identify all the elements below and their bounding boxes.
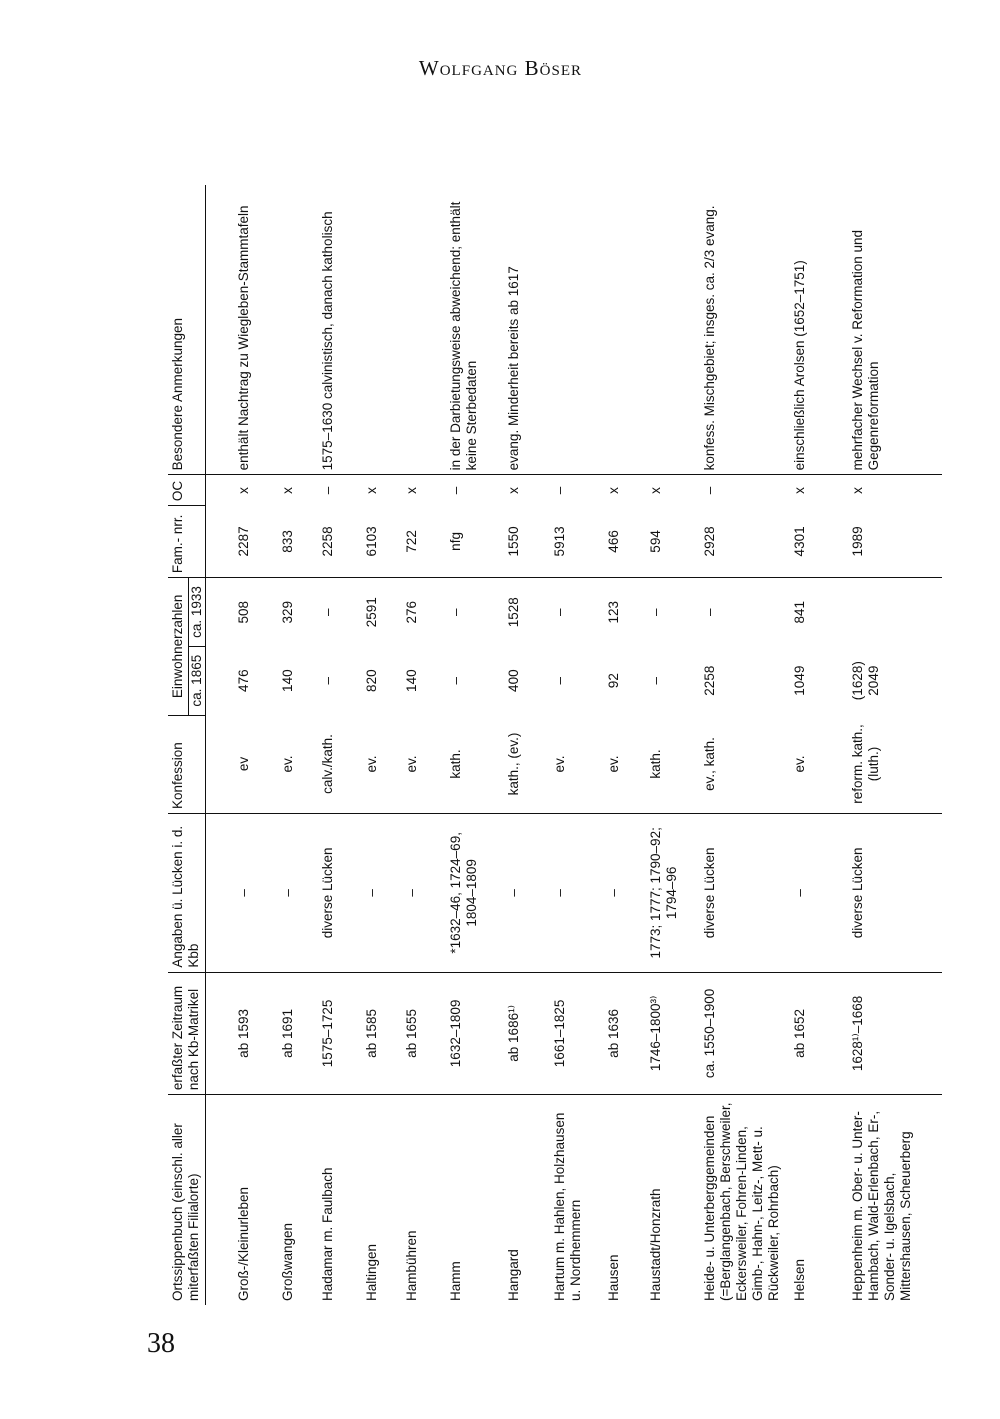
cell-oc: x bbox=[849, 487, 865, 494]
table-row bbox=[358, 185, 398, 1305]
header-fam: Fam.- nrr. bbox=[168, 506, 205, 578]
ortssippenbuch-table bbox=[168, 185, 942, 1305]
cell-e1933: 1528 bbox=[505, 597, 521, 628]
cell-ort: Heppenheim m. Ober- u. Unter-Hambach, Wald-Erlenbach, Er-, Sonder- u. Igelsbach, Mittershausen, Scheuerberg bbox=[849, 1110, 913, 1301]
cell-zeitraum: ab 1691 bbox=[274, 972, 314, 1094]
cell-oc: x bbox=[363, 487, 379, 494]
table-row bbox=[314, 185, 358, 1305]
cell-zeitraum: 1661–1825 bbox=[546, 972, 600, 1094]
cell-oc: x bbox=[235, 487, 251, 494]
cell-konfession: ev., kath. bbox=[696, 715, 786, 814]
cell-zeitraum: ab 1686¹⁾ bbox=[500, 972, 546, 1094]
cell-e1933: – bbox=[447, 608, 463, 616]
cell-konfession: ev bbox=[205, 715, 274, 814]
cell-fam: 833 bbox=[274, 506, 314, 578]
cell-fam: 722 bbox=[398, 506, 442, 578]
cell-konfession: ev. bbox=[546, 715, 600, 814]
header-konfession: Konfession bbox=[168, 715, 205, 814]
cell-anm: konfess. Mischgebiet; insges. ca. 2/3 evang. bbox=[696, 185, 786, 475]
cell-anm bbox=[398, 185, 442, 475]
cell-oc: x bbox=[605, 487, 621, 494]
cell-zeitraum: 1632–1809 bbox=[442, 972, 500, 1094]
cell-e1865: 476 bbox=[235, 669, 251, 692]
cell-luecken: – bbox=[205, 814, 274, 973]
table-row bbox=[398, 185, 442, 1305]
cell-oc: – bbox=[319, 486, 335, 495]
cell-anm bbox=[358, 185, 398, 475]
table-row bbox=[274, 185, 314, 1305]
cell-e1865: 140 bbox=[403, 669, 419, 692]
cell-e1865: 400 bbox=[505, 669, 521, 692]
cell-anm bbox=[546, 185, 600, 475]
cell-konfession: ev. bbox=[600, 715, 642, 814]
cell-e1865: 2258 bbox=[701, 665, 717, 696]
cell-ort: Groß-/Kleinurleben bbox=[235, 1186, 251, 1301]
table-row bbox=[205, 185, 274, 1305]
cell-luecken: – bbox=[546, 814, 600, 973]
cell-fam: 594 bbox=[642, 506, 696, 578]
cell-konfession: kath. bbox=[442, 715, 500, 814]
cell-oc: x bbox=[403, 487, 419, 494]
running-head: Wolfgang Böser bbox=[418, 56, 582, 80]
header-einwohner-1933: ca. 1933 bbox=[188, 586, 204, 638]
cell-ort: Helsen bbox=[791, 1258, 807, 1301]
cell-e1933: 841 bbox=[791, 600, 807, 624]
cell-zeitraum: ca. 1550–1900 bbox=[696, 972, 786, 1094]
cell-e1933: 508 bbox=[235, 600, 251, 624]
cell-e1933: 276 bbox=[403, 600, 419, 624]
cell-oc: x bbox=[791, 487, 807, 494]
table-row bbox=[442, 185, 500, 1305]
cell-luecken: diverse Lücken bbox=[314, 814, 358, 973]
cell-oc: – bbox=[447, 486, 463, 495]
cell-luecken: – bbox=[786, 814, 844, 973]
cell-fam: 2258 bbox=[314, 506, 358, 578]
cell-e1865: – bbox=[647, 676, 663, 685]
cell-zeitraum: ab 1652 bbox=[786, 972, 844, 1094]
table-row bbox=[546, 185, 600, 1305]
cell-e1933: 2591 bbox=[363, 597, 379, 628]
cell-fam: 4301 bbox=[786, 506, 844, 578]
cell-luecken: – bbox=[398, 814, 442, 973]
header-ortssippenbuch: Ortssippenbuch (einschl. aller miterfaßten Filialorte) bbox=[168, 1095, 205, 1305]
cell-ort: Heide- u. Unterberggemeinden (=Berglangenbach, Berschweiler, Eckersweiler, Fohren-Linden, Gimb-, Hahn-, Leitz-, Mett- u. Rückweiler, Rohrbach) bbox=[701, 1102, 781, 1301]
cell-anm bbox=[642, 185, 696, 475]
cell-konfession: reform. kath., (luth.) bbox=[844, 715, 942, 814]
cell-luecken: – bbox=[358, 814, 398, 973]
cell-e1865: 92 bbox=[605, 673, 621, 689]
cell-fam: 466 bbox=[600, 506, 642, 578]
cell-zeitraum: 1575–1725 bbox=[314, 972, 358, 1094]
cell-e1933: 329 bbox=[279, 600, 295, 624]
cell-anm: in der Darbietungsweise abweichend; enthält keine Sterbedaten bbox=[442, 185, 500, 475]
page-number: 38 bbox=[147, 1328, 175, 1359]
cell-anm: 1575–1630 calvinistisch, danach katholisch bbox=[314, 185, 358, 475]
cell-zeitraum: ab 1636 bbox=[600, 972, 642, 1094]
cell-ort: Hamm bbox=[447, 1261, 463, 1301]
cell-ort: Hadamar m. Faulbach bbox=[319, 1167, 335, 1301]
cell-anm bbox=[600, 185, 642, 475]
cell-anm: einschließlich Arolsen (1652–1751) bbox=[786, 185, 844, 475]
cell-luecken: *1632–46, 1724–69, 1804–1809 bbox=[442, 814, 500, 973]
cell-fam: 5913 bbox=[546, 506, 600, 578]
cell-oc: – bbox=[551, 486, 567, 495]
table-row bbox=[600, 185, 642, 1305]
cell-konfession: ev. bbox=[398, 715, 442, 814]
table-row bbox=[500, 185, 546, 1305]
table-row bbox=[642, 185, 696, 1305]
header-luecken: Angaben ü. Lücken i. d. Kbb bbox=[168, 814, 205, 973]
cell-e1933: – bbox=[647, 608, 663, 616]
cell-fam: 6103 bbox=[358, 506, 398, 578]
table-header-row bbox=[168, 185, 205, 1305]
cell-konfession: ev. bbox=[274, 715, 314, 814]
cell-luecken: – bbox=[500, 814, 546, 973]
cell-e1865: 1049 bbox=[791, 665, 807, 696]
cell-ort: Hambühren bbox=[403, 1230, 419, 1301]
cell-zeitraum: 1628¹⁾–1668 bbox=[844, 972, 942, 1094]
cell-anm: enthält Nachtrag zu Wiegleben-Stammtafeln bbox=[205, 185, 274, 475]
cell-e1865: 140 bbox=[279, 669, 295, 692]
cell-oc: – bbox=[701, 486, 717, 495]
cell-luecken: – bbox=[600, 814, 642, 973]
cell-anm: mehrfacher Wechsel v. Reformation und Gegenreformation bbox=[844, 185, 942, 475]
table-row bbox=[696, 185, 786, 1305]
cell-konfession: calv./kath. bbox=[314, 715, 358, 814]
cell-luecken: – bbox=[274, 814, 314, 973]
cell-fam: 1550 bbox=[500, 506, 546, 578]
cell-ort: Haltingen bbox=[363, 1243, 379, 1301]
cell-e1933 bbox=[844, 578, 942, 647]
table-row bbox=[844, 185, 942, 1305]
cell-e1865: (1628) 2049 bbox=[849, 661, 881, 701]
cell-luecken: diverse Lücken bbox=[844, 814, 942, 973]
cell-oc: x bbox=[279, 487, 295, 494]
header-oc: OC bbox=[168, 475, 205, 506]
table-row bbox=[786, 185, 844, 1305]
cell-zeitraum: 1746–1800³⁾ bbox=[642, 972, 696, 1094]
cell-e1933: 123 bbox=[605, 600, 621, 624]
cell-anm: evang. Minderheit bereits ab 1617 bbox=[500, 185, 546, 475]
cell-oc: x bbox=[647, 487, 663, 494]
cell-ort: Hangard bbox=[505, 1249, 521, 1301]
cell-anm bbox=[274, 185, 314, 475]
header-einwohnerzahlen: Einwohnerzahlen bbox=[168, 578, 189, 714]
cell-e1933: – bbox=[701, 608, 717, 616]
cell-e1865: – bbox=[551, 676, 567, 685]
cell-zeitraum: ab 1585 bbox=[358, 972, 398, 1094]
cell-zeitraum: ab 1593 bbox=[205, 972, 274, 1094]
cell-konfession: ev. bbox=[786, 715, 844, 814]
cell-konfession: ev. bbox=[358, 715, 398, 814]
header-einwohner bbox=[168, 578, 205, 715]
cell-luecken: 1773; 1777; 1790–92; 1794–96 bbox=[642, 814, 696, 973]
header-anmerkungen: Besondere Anmerkungen bbox=[168, 185, 205, 475]
cell-oc: x bbox=[505, 487, 521, 494]
cell-zeitraum: ab 1655 bbox=[398, 972, 442, 1094]
cell-e1933: – bbox=[551, 608, 567, 616]
cell-e1865: 820 bbox=[363, 669, 379, 692]
rotated-table-container bbox=[168, 5, 913, 1305]
cell-e1865: – bbox=[319, 676, 335, 685]
cell-ort: Haustadt/Honzrath bbox=[647, 1188, 663, 1301]
cell-fam: 1989 bbox=[844, 506, 942, 578]
cell-fam: 2928 bbox=[696, 506, 786, 578]
cell-e1865: – bbox=[447, 676, 463, 685]
cell-luecken: diverse Lücken bbox=[696, 814, 786, 973]
cell-konfession: kath. bbox=[642, 715, 696, 814]
cell-ort: Großwangen bbox=[279, 1222, 295, 1301]
header-einwohner-years bbox=[189, 578, 205, 714]
header-einwohner-1865: ca. 1865 bbox=[189, 646, 205, 715]
cell-e1933: – bbox=[319, 608, 335, 616]
cell-konfession: kath., (ev.) bbox=[500, 715, 546, 814]
header-zeitraum: erfaßter Zeitraum nach Kb-Matrikel bbox=[168, 972, 205, 1094]
cell-fam: 2287 bbox=[205, 506, 274, 578]
cell-fam: nfg bbox=[442, 506, 500, 578]
cell-ort: Hartum m. Hahlen, Holzhausen u. Nordhemmern bbox=[551, 1112, 583, 1301]
table-body bbox=[205, 185, 942, 1305]
cell-ort: Hausen bbox=[605, 1254, 621, 1301]
